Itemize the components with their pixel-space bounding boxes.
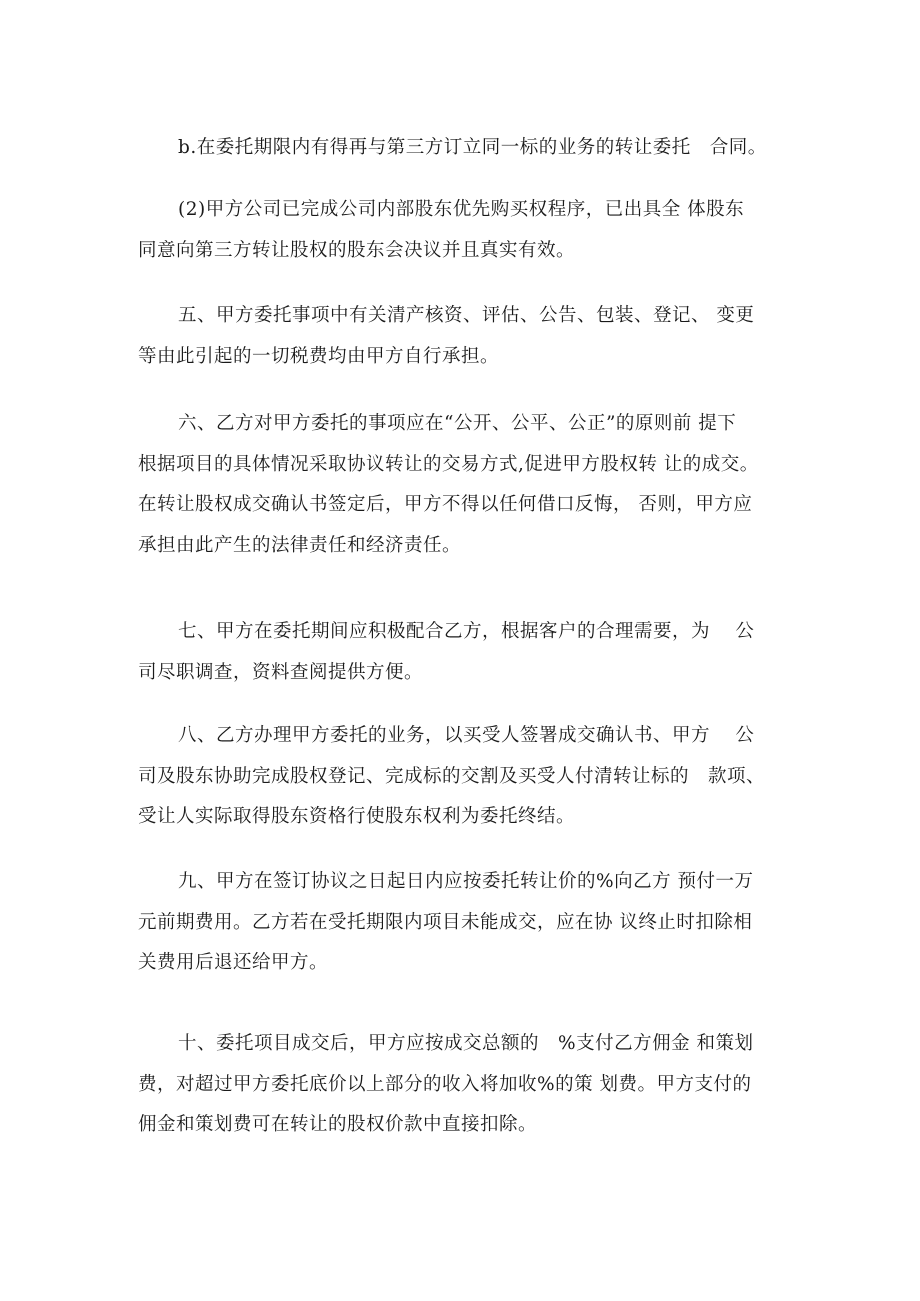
paragraph-line: 在转让股权成交确认书签定后，甲方不得以任何借口反悔， 否则，甲方应 xyxy=(138,494,753,515)
paragraph-clause-7 xyxy=(138,612,788,693)
paragraph-b xyxy=(138,128,788,169)
paragraph-clause-9 xyxy=(138,862,788,984)
paragraph-line: 五、甲方委托事项中有关清产核资、评估、公告、包装、登记、 变更 xyxy=(178,305,755,326)
paragraph-clause-8 xyxy=(138,716,788,838)
paragraph-2 xyxy=(138,190,788,271)
paragraph-line: 司尽职调查，资料查阅提供方便。 xyxy=(138,661,424,683)
paragraph-line: 受让人实际取得股东资格行使股东权利为委托终结。 xyxy=(138,806,576,827)
paragraph-line: 六、乙方对甲方委托的事项应在“公开、公平、公正”的原则前 提下 xyxy=(178,413,737,434)
paragraph-clause-5 xyxy=(138,296,788,377)
paragraph-line: 八、乙方办理甲方委托的业务，以买受人签署成交确认书、甲方 公 xyxy=(178,725,755,746)
paragraph-line: 费，对超过甲方委托底价以上部分的收入将加收%的策 划费。甲方支付的 xyxy=(138,1073,752,1095)
paragraph-line: 等由此引起的一切税费均由甲方自行承担。 xyxy=(138,345,500,367)
paragraph-line: 元前期费用。乙方若在受托期限内项目未能成交，应在协 议终止时扣除相 xyxy=(138,911,753,933)
paragraph-line: 佣金和策划费可在转让的股权价款中直接扣除。 xyxy=(138,1114,538,1135)
paragraph-line: 关费用后退还给甲方。 xyxy=(138,952,329,973)
paragraph-line: 根据项目的具体情况采取协议转让的交易方式,促进甲方股权转 让的成交。 xyxy=(138,453,759,475)
paragraph-clause-6 xyxy=(138,404,788,566)
paragraph-line: 同意向第三方转让股权的股东会决议并且真实有效。 xyxy=(138,239,576,261)
paragraph-clause-10 xyxy=(138,1024,788,1146)
paragraph-line: 司及股东协助完成股权登记、完成标的交割及买受人付清转让标的 款项、 xyxy=(138,765,766,787)
paragraph-line: 承担由此产生的法律责任和经济责任。 xyxy=(138,534,462,556)
paragraph-line: b.在委托期限内有得再与第三方订立同一标的业务的转让委托 合同。 xyxy=(178,137,767,158)
paragraph-line: (2)甲方公司已完成公司内部股东优先购买权程序，已出具全 体股东 xyxy=(178,199,745,220)
paragraph-line: 七、甲方在委托期间应积极配合乙方，根据客户的合理需要，为 公 xyxy=(178,621,755,642)
paragraph-line: 九、甲方在签订协议之日起日内应按委托转让价的%向乙方 预付一万 xyxy=(178,871,754,892)
paragraph-line: 十、委托项目成交后，甲方应按成交总额的 %支付乙方佣金 和策划 xyxy=(178,1033,754,1054)
